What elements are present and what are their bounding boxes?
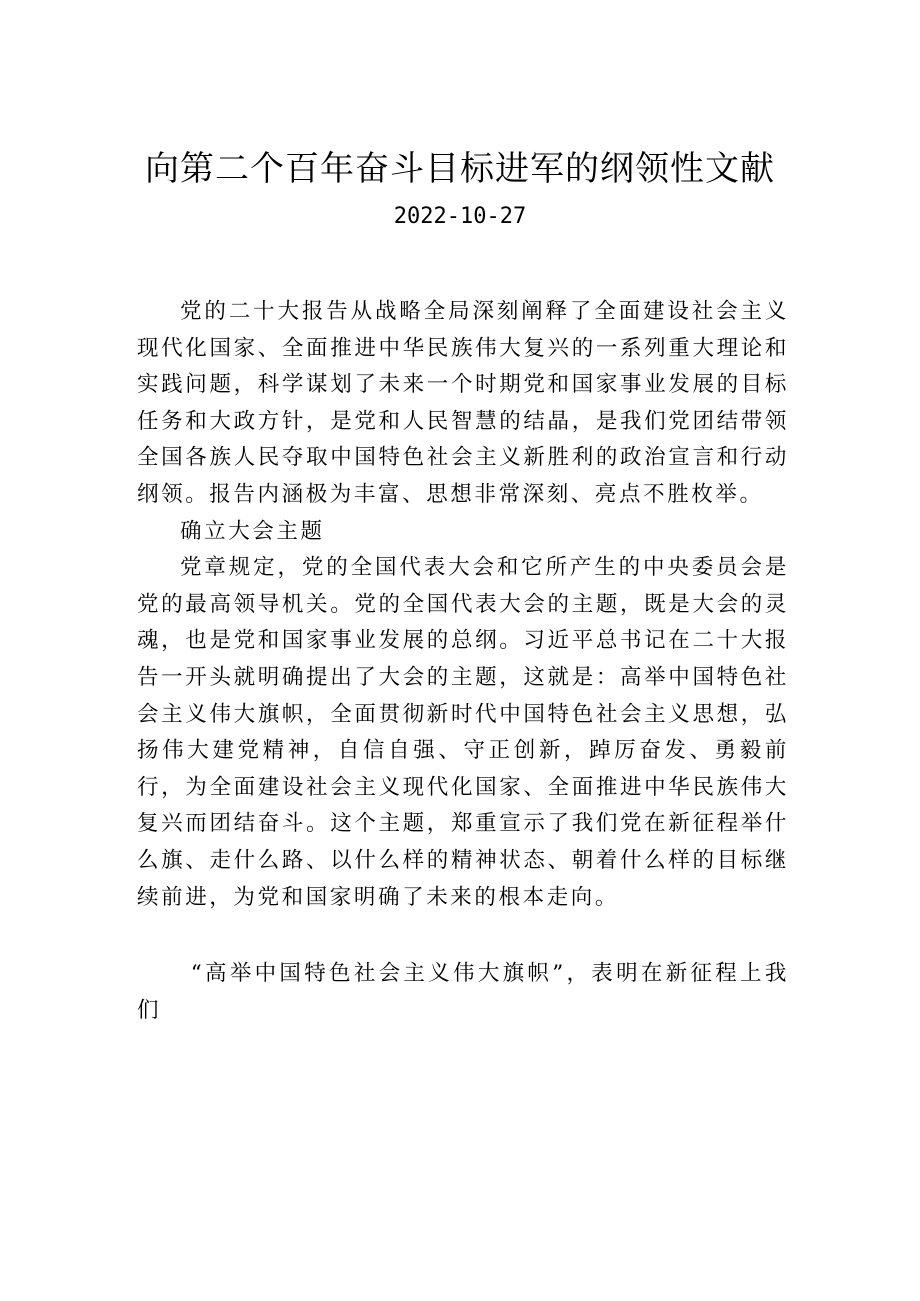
document-title: 向第二个百年奋斗目标进军的纲领性文献: [145, 149, 775, 189]
paragraph-banner: “高举中国特色社会主义伟大旗帜”，表明在新征程上我们: [137, 961, 789, 1023]
section-heading: 确立大会主题: [180, 518, 325, 544]
paragraph-intro: 党的二十大报告从战略全局深刻阐释了全面建设社会主义现代化国家、全面推进中华民族伟大复兴的一系列重大理论和实践问题，科学谋划了未来一个时期党和国家事业发展的目标任务和大政方针，是党和人民智慧的结晶，是我们党团结带领全国各族人民夺取中国特色社会主义新胜利的政治宣言和行动纲领。报告内涵极为丰富、思想非常深刻、亮点不胜枚举。: [137, 299, 789, 507]
document-body: [137, 294, 789, 1029]
paragraph-theme: 党章规定，党的全国代表大会和它所产生的中央委员会是党的最高领导机关。党的全国代表大会的主题，既是大会的灵魂，也是党和国家事业发展的总纲。习近平总书记在二十大报告一开头就明确提出了大会的主题，这就是：高举中国特色社会主义伟大旗帜，全面贯彻新时代中国特色社会主义思想，弘扬伟大建党精神，自信自强、守正创新，踔厉奋发、勇毅前行，为全面建设社会主义现代化国家、全面推进中华民族伟大复兴而团结奋斗。这个主题，郑重宣示了我们党在新征程举什么旗、走什么路、以什么样的精神状态、朝着什么样的目标继续前进，为党和国家明确了未来的根本走向。: [137, 555, 789, 910]
document-date: 2022-10-27: [393, 204, 527, 229]
